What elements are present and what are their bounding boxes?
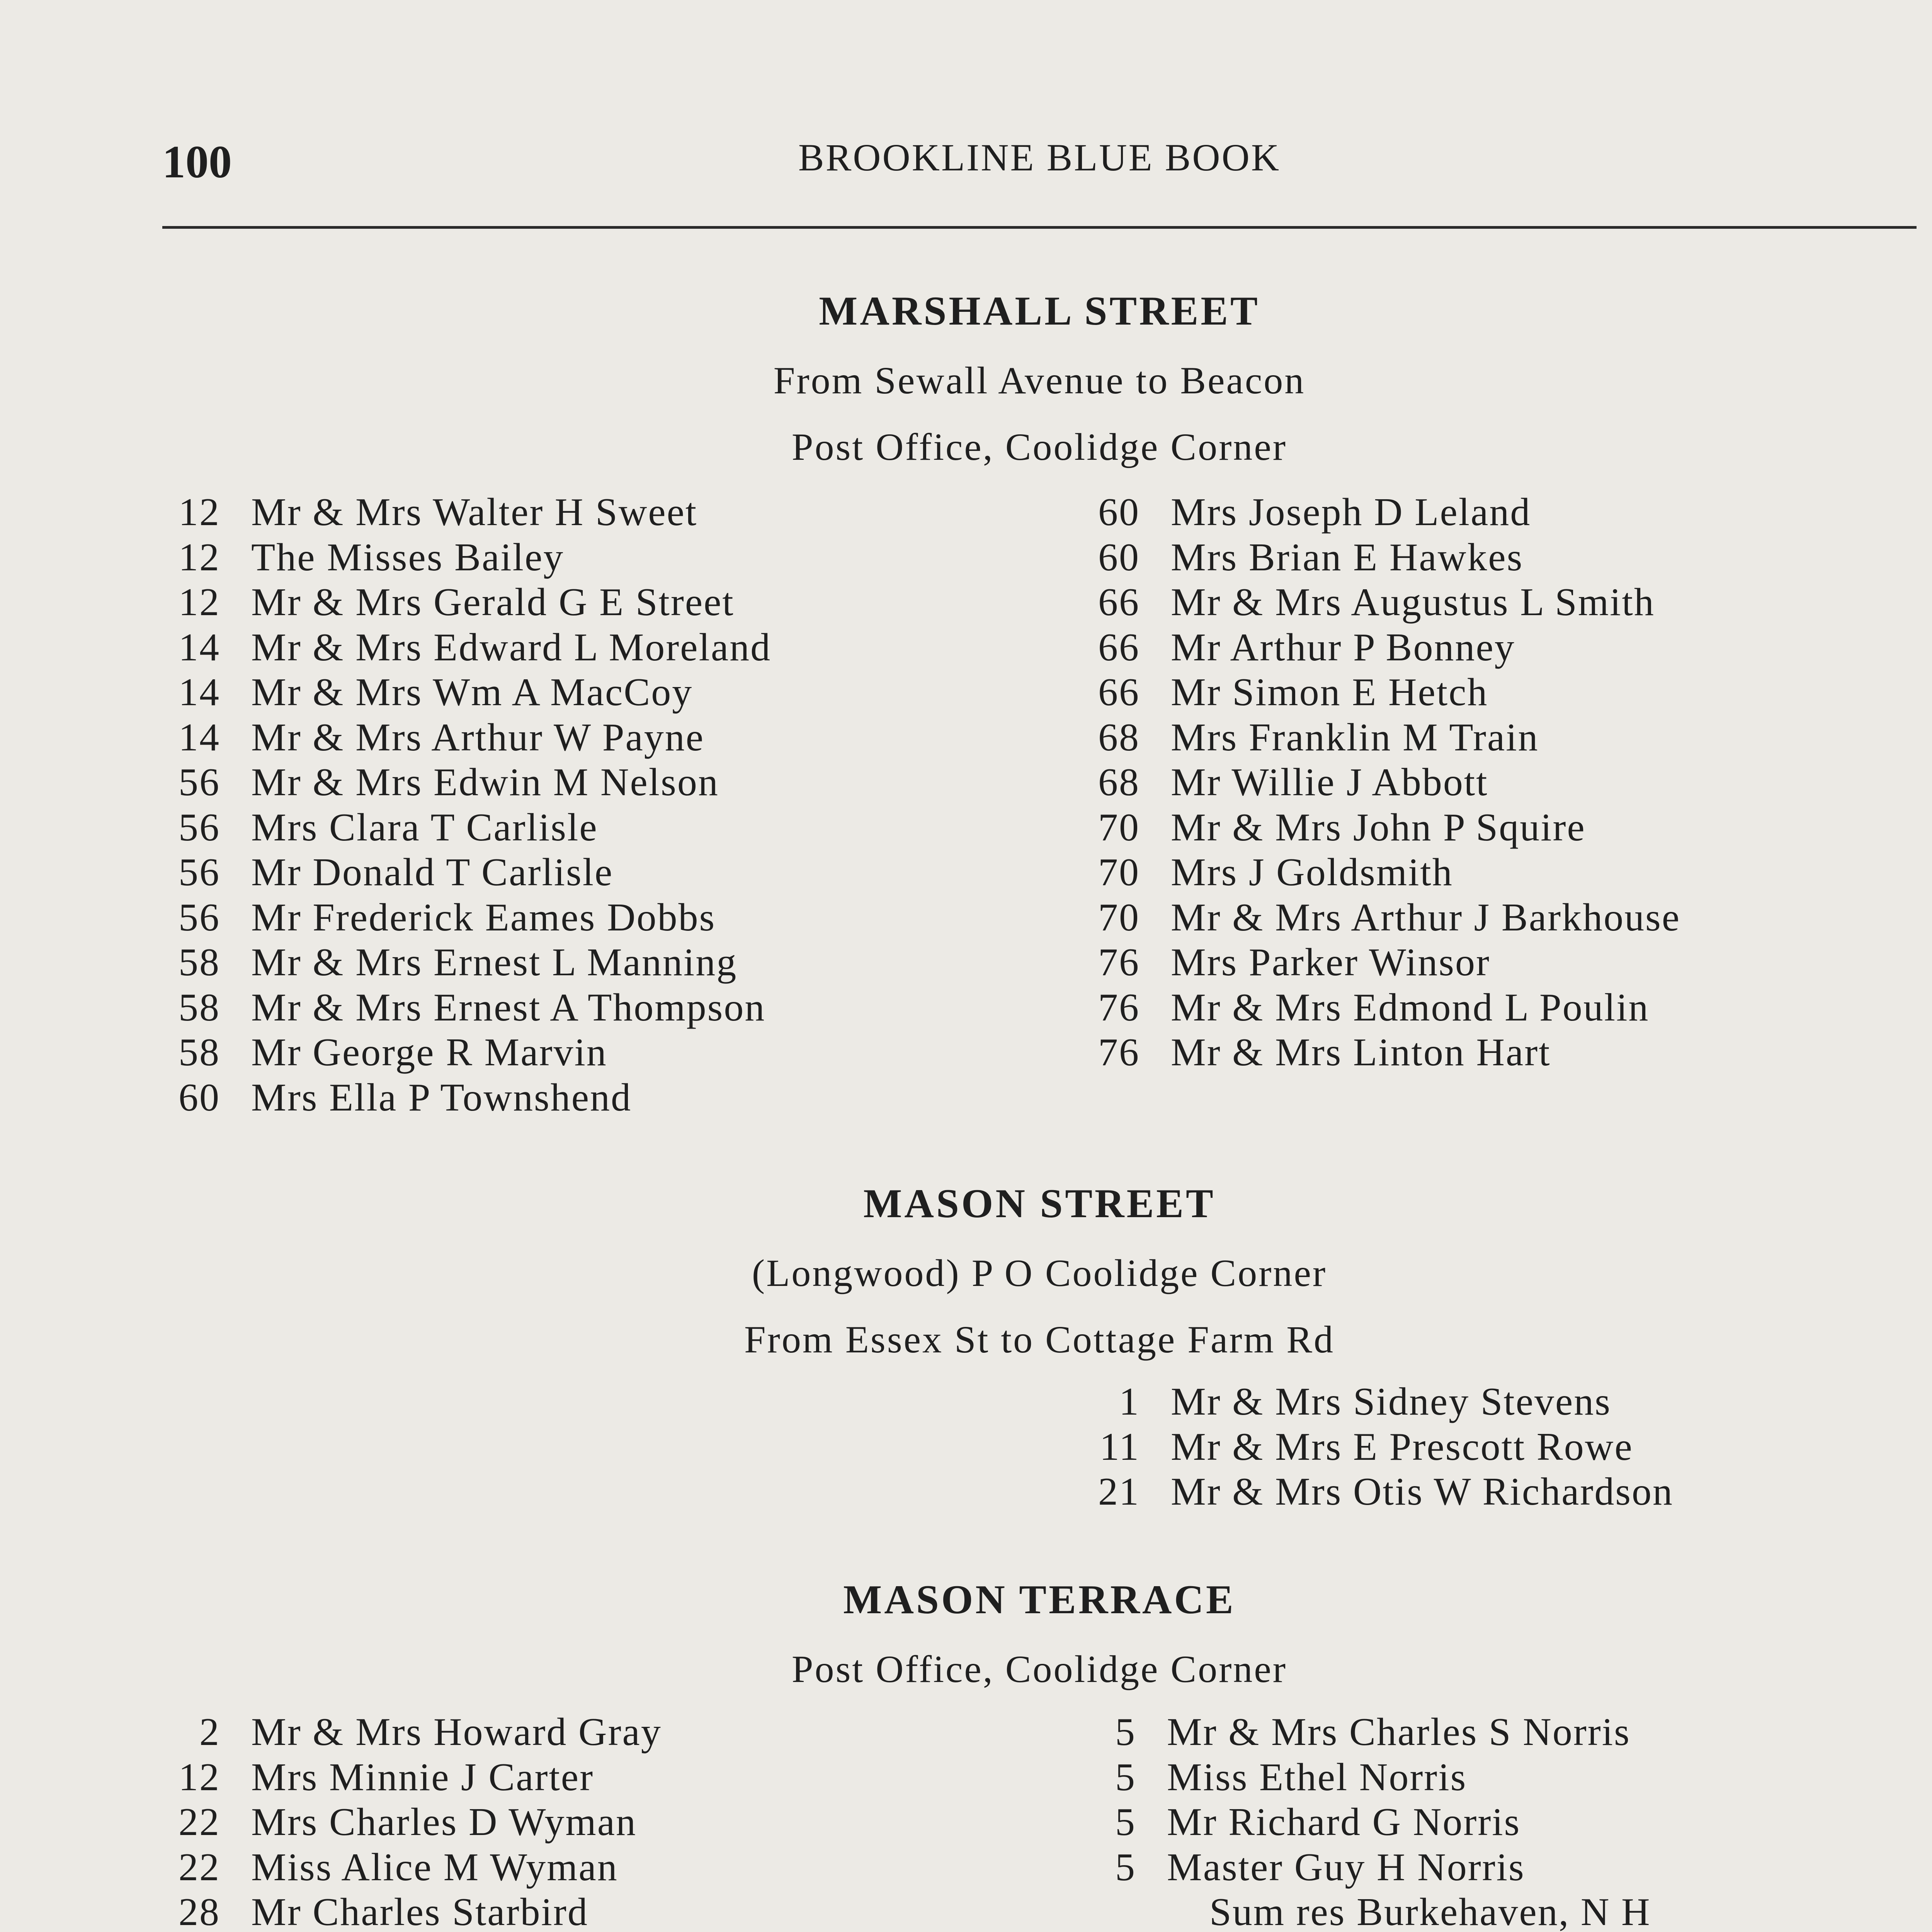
house-number: 56 xyxy=(179,760,220,804)
listing-row xyxy=(1082,805,1917,850)
resident-name: Mr & Mrs Ernest A Thompson xyxy=(251,985,766,1029)
resident-name: Mrs Clara T Carlisle xyxy=(251,805,598,849)
listing-row xyxy=(162,1710,1012,1755)
house-number: 70 xyxy=(1098,805,1140,849)
house-number: 68 xyxy=(1098,760,1140,804)
listing-row xyxy=(1078,1800,1917,1845)
listing-row xyxy=(1078,1710,1917,1755)
section-title: MARSHALL STREET xyxy=(819,288,1260,333)
house-number: 14 xyxy=(179,670,220,714)
resident-name: Mr Donald T Carlisle xyxy=(251,850,614,894)
listing-row xyxy=(1082,1425,1917,1470)
listing-row xyxy=(1082,760,1917,805)
listing-mason-terrace xyxy=(162,1710,1917,1932)
listing-row xyxy=(1078,1845,1917,1890)
listing-mason-street xyxy=(162,1379,1917,1519)
section-subtitle: From Sewall Avenue to Beacon xyxy=(773,359,1306,402)
listing-row xyxy=(162,850,1012,895)
house-number: 68 xyxy=(1098,715,1140,759)
listing-row xyxy=(162,1075,1012,1121)
house-number: 58 xyxy=(179,940,220,984)
resident-name: Mr Frederick Eames Dobbs xyxy=(251,895,716,939)
resident-name: Mrs Joseph D Leland xyxy=(1171,490,1531,534)
resident-name: Mrs Franklin M Train xyxy=(1171,715,1539,759)
listing-row xyxy=(162,490,1012,535)
listing-row xyxy=(1078,1755,1917,1800)
resident-name: Mr & Mrs Edmond L Poulin xyxy=(1171,985,1650,1029)
listing-row xyxy=(1082,850,1917,895)
section-title: MASON STREET xyxy=(863,1181,1216,1226)
resident-name: Mr George R Marvin xyxy=(251,1031,607,1074)
listing-row xyxy=(1082,535,1917,580)
section-subtitle: (Longwood) P O Coolidge Corner xyxy=(752,1252,1327,1294)
house-number: 14 xyxy=(179,715,220,759)
resident-name: Mr & Mrs Sidney Stevens xyxy=(1171,1380,1611,1423)
house-number: 76 xyxy=(1098,985,1140,1029)
listing-row xyxy=(1082,985,1917,1031)
resident-name: Mr & Mrs Howard Gray xyxy=(251,1710,662,1754)
house-number: 60 xyxy=(1098,490,1140,534)
section-title: MASON TERRACE xyxy=(843,1577,1236,1622)
resident-name: Mr & Mrs Gerald G E Street xyxy=(251,580,735,624)
house-number: 5 xyxy=(1115,1710,1136,1754)
resident-name: Mr Richard G Norris xyxy=(1167,1800,1521,1844)
house-number: 5 xyxy=(1115,1755,1136,1799)
listing-row xyxy=(162,1755,1012,1800)
resident-name: Mr & Mrs Walter H Sweet xyxy=(251,490,698,534)
resident-name: Mrs Minnie J Carter xyxy=(251,1755,594,1799)
resident-name: Mrs Ella P Townshend xyxy=(251,1075,632,1119)
listing-row xyxy=(162,805,1012,850)
resident-name: Master Guy H Norris xyxy=(1167,1845,1525,1889)
listing-row xyxy=(162,940,1012,985)
house-number: 2 xyxy=(199,1710,220,1754)
resident-name: Mrs Brian E Hawkes xyxy=(1171,535,1524,579)
house-number: 66 xyxy=(1098,670,1140,714)
listing-row xyxy=(162,670,1012,715)
listing-row xyxy=(162,895,1012,940)
listing-row xyxy=(162,985,1012,1031)
running-head: BROOKLINE BLUE BOOK xyxy=(798,136,1281,179)
resident-name: Mrs Parker Winsor xyxy=(1171,940,1490,984)
page-header xyxy=(162,128,1917,193)
house-number: 56 xyxy=(179,895,220,939)
house-number: 70 xyxy=(1098,895,1140,939)
house-number: 5 xyxy=(1115,1845,1136,1889)
resident-name: Mr & Mrs John P Squire xyxy=(1171,805,1586,849)
page-number: 100 xyxy=(162,136,232,187)
resident-name: Mr & Mrs Edwin M Nelson xyxy=(251,760,719,804)
listing-column-right xyxy=(1082,490,1917,1075)
resident-name: Mr & Mrs E Prescott Rowe xyxy=(1171,1425,1633,1469)
listing-row xyxy=(1082,1030,1917,1075)
house-number: 12 xyxy=(179,580,220,624)
listing-row xyxy=(162,535,1012,580)
listing-row xyxy=(1082,895,1917,940)
listing-row xyxy=(1082,625,1917,670)
listing-row xyxy=(162,715,1012,760)
resident-name: Mr & Mrs Arthur W Payne xyxy=(251,715,705,759)
house-number: 5 xyxy=(1115,1800,1136,1844)
resident-name: Miss Ethel Norris xyxy=(1167,1755,1467,1799)
listing-row xyxy=(162,1030,1012,1075)
resident-name: Mr & Mrs Arthur J Barkhouse xyxy=(1171,895,1681,939)
section-mason-terrace xyxy=(162,1571,1917,1703)
listing-row xyxy=(162,760,1012,805)
listing-row xyxy=(162,1800,1012,1845)
resident-name: Mr & Mrs Edward L Moreland xyxy=(251,625,772,669)
house-number: 58 xyxy=(179,1031,220,1074)
house-number: 66 xyxy=(1098,625,1140,669)
resident-name: Mr & Mrs Ernest L Manning xyxy=(251,940,738,984)
house-number: 11 xyxy=(1099,1425,1140,1469)
listing-row xyxy=(1082,715,1917,760)
resident-name: Mr Arthur P Bonney xyxy=(1171,625,1515,669)
resident-name: Mrs J Goldsmith xyxy=(1171,850,1453,894)
house-number: 60 xyxy=(1098,535,1140,579)
listing-column-right xyxy=(1082,1379,1917,1515)
listing-marshall-street xyxy=(162,490,1917,1124)
resident-name: Mr Charles Starbird xyxy=(251,1890,588,1932)
resident-name: Mrs Charles D Wyman xyxy=(251,1800,637,1844)
listing-row xyxy=(1082,670,1917,715)
listing-column-right xyxy=(1078,1710,1917,1932)
house-number: 12 xyxy=(179,490,220,534)
resident-name: Mr & Mrs Augustus L Smith xyxy=(1171,580,1655,624)
resident-name: Sum res Burkehaven, N H xyxy=(1209,1890,1651,1932)
section-subtitle: From Essex St to Cottage Farm Rd xyxy=(744,1318,1335,1361)
section-mason-street xyxy=(162,1175,1917,1373)
resident-name: Mr & Mrs Otis W Richardson xyxy=(1171,1470,1674,1514)
listing-row xyxy=(162,625,1012,670)
house-number: 22 xyxy=(179,1800,220,1844)
listing-row xyxy=(1082,580,1917,625)
listing-row xyxy=(1082,1469,1917,1515)
resident-name: Mr Simon E Hetch xyxy=(1171,670,1488,714)
house-number: 76 xyxy=(1098,940,1140,984)
section-subtitle: Post Office, Coolidge Corner xyxy=(791,1648,1287,1690)
house-number: 12 xyxy=(179,535,220,579)
house-number: 28 xyxy=(179,1890,220,1932)
listing-column-left xyxy=(162,490,1012,1120)
house-number: 1 xyxy=(1119,1380,1140,1423)
listing-row xyxy=(1078,1890,1917,1932)
house-number: 56 xyxy=(179,805,220,849)
house-number: 21 xyxy=(1098,1470,1140,1514)
house-number: 70 xyxy=(1098,850,1140,894)
listing-row xyxy=(162,1890,1012,1932)
resident-name: Miss Alice M Wyman xyxy=(251,1845,618,1889)
resident-name: Mr Willie J Abbott xyxy=(1171,760,1488,804)
resident-name: The Misses Bailey xyxy=(251,535,565,579)
section-subtitle: Post Office, Coolidge Corner xyxy=(791,425,1287,468)
section-marshall-street xyxy=(162,282,1917,481)
header-rule xyxy=(162,226,1917,229)
house-number: 22 xyxy=(179,1845,220,1889)
listing-row xyxy=(162,580,1012,625)
listing-row xyxy=(1082,490,1917,535)
house-number: 58 xyxy=(179,985,220,1029)
listing-row xyxy=(1082,940,1917,985)
resident-name: Mr & Mrs Linton Hart xyxy=(1171,1031,1551,1074)
resident-name: Mr & Mrs Wm A MacCoy xyxy=(251,670,693,714)
house-number: 60 xyxy=(179,1075,220,1119)
house-number: 66 xyxy=(1098,580,1140,624)
listing-row xyxy=(162,1845,1012,1890)
resident-name: Mr & Mrs Charles S Norris xyxy=(1167,1710,1631,1754)
house-number: 14 xyxy=(179,625,220,669)
listing-row xyxy=(1082,1379,1917,1425)
house-number: 12 xyxy=(179,1755,220,1799)
listing-column-left xyxy=(162,1710,1012,1932)
house-number: 76 xyxy=(1098,1031,1140,1074)
house-number: 56 xyxy=(179,850,220,894)
